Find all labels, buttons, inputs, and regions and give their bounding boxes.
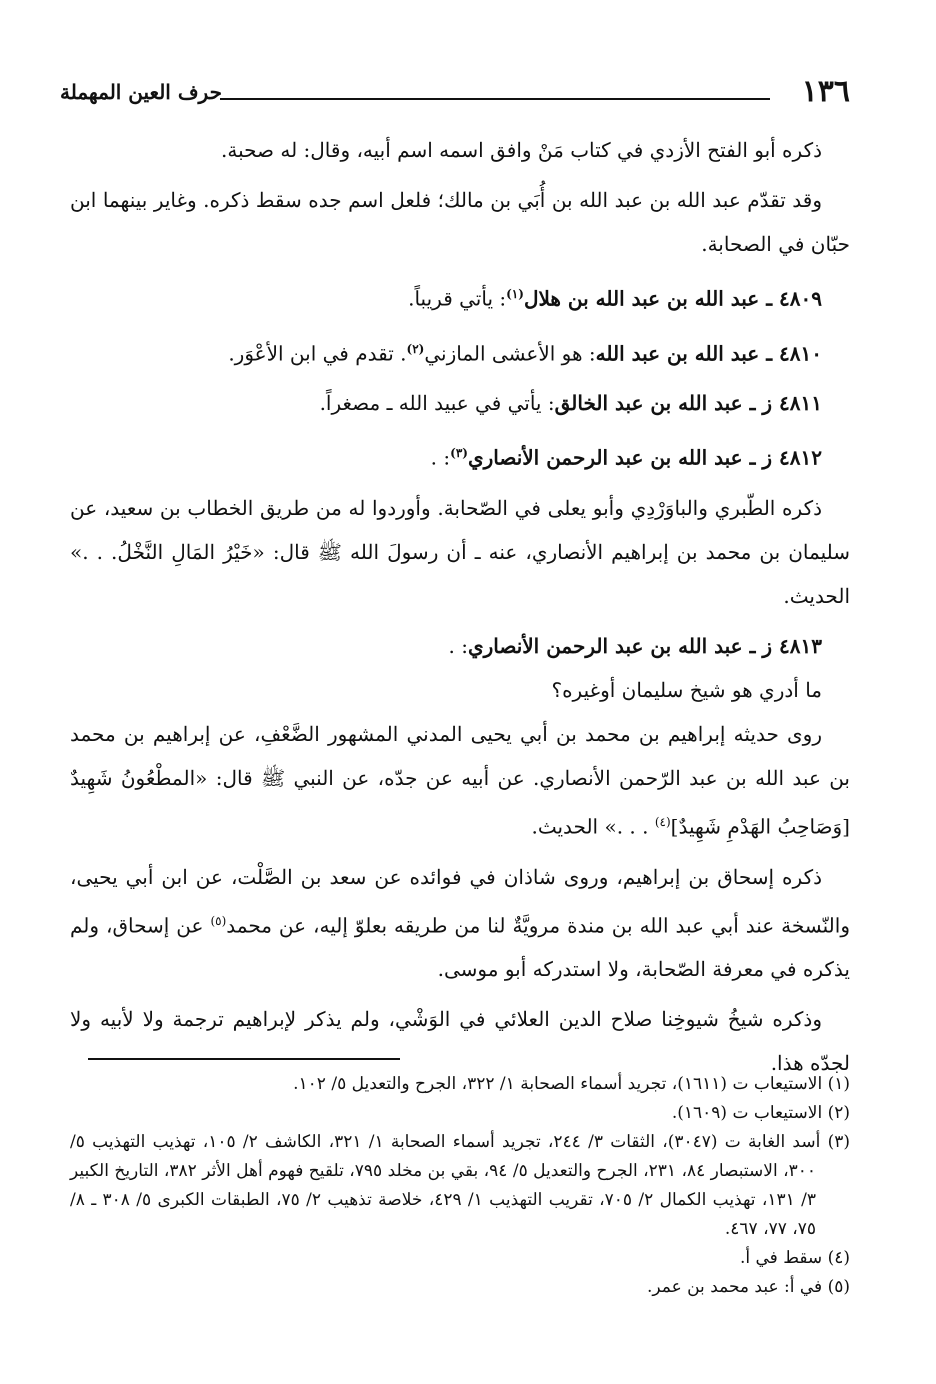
entry-4812 [70, 431, 850, 480]
entry-4809 [70, 272, 850, 321]
footnote-ref: (١) [506, 287, 524, 301]
main-text [70, 128, 850, 1091]
entry-number: ٤٨١٠ ـ [766, 341, 822, 366]
footnote-divider [88, 1058, 400, 1060]
footnote: (٤) سقط في أ. [739, 1248, 850, 1268]
footnote-ref: (٢) [406, 341, 425, 356]
footnotes [70, 1070, 850, 1302]
entry-name: عبد الله بن عبد الرحمن الأنصاري [467, 633, 743, 658]
paragraph-text: ذكره إسحاق بن إبراهيم، وروى شاذان في فوائده عن سعد بن الصَّلْت، عن ابن أبي يحيى، والنّسخة عند أبي عبد الله بن مندة مرويَّةٌ لنا من طريقه بعلوّ إليه، عن محمد [70, 864, 850, 938]
paragraph: ذكره الطّبري والباوَرْدِي وأبو يعلى في الصّحابة. وأوردوا له من طريق الخطاب بن سعيد، عن سليمان بن محمد بن إبراهيم الأنصاري، عنه ـ أن رسولَ الله ﷺ قال: «خَيْرُ المَالِ النَّخْلُ. . .» الحديث. [70, 495, 850, 608]
paragraph: ما أدري هو شيخ سليمان أوغيره؟ [551, 677, 822, 702]
chapter-title: حرف العين المهملة [60, 80, 222, 104]
paragraph: وقد تقدّم عبد الله بن عبد الله بن أُبَي بن مالك؛ فلعل اسم جده سقط ذكره. وغاير بينهما ابن حبّان في الصحابة. [70, 188, 850, 256]
paragraph-text: . . .» الحديث. [531, 814, 655, 839]
page-number: ١٣٦ [801, 74, 850, 109]
entry-text: : هو الأعشى المازني [424, 341, 596, 366]
entry-name: عبد الله بن عبد الرحمن الأنصاري [467, 445, 743, 470]
paragraph: وذكره شيخُ شيوخِنا صلاح الدين العلائي في الوَشْي، ولم يذكر لإبراهيم ترجمة ولا لأبيه ولا لجدّه هذا. [70, 1007, 850, 1076]
header-rule [220, 98, 770, 100]
entry-name: عبد الله بن عبد الخالق [554, 391, 743, 416]
entry-4810 [70, 327, 850, 376]
footnote-ref: (٥) [210, 913, 227, 928]
paragraph [70, 855, 850, 992]
footnote: (١) الاستيعاب ت (١٦١١)، تجريد أسماء الصحابة ١/ ٣٢٢، الجرح والتعديل ٥/ ١٠٢. [293, 1074, 850, 1094]
footnote: (٢) الاستيعاب ت (١٦٠٩). [671, 1103, 850, 1123]
entry-number: ٤٨١٢ ز ـ [749, 445, 822, 470]
entry-number: ٤٨١٣ ز ـ [749, 633, 822, 658]
entry-4813 [70, 624, 850, 668]
entry-text: : يأتي في عبيد الله ـ مصغراً. [319, 391, 555, 416]
entry-text: : . [430, 445, 451, 470]
paragraph-text: عن إسحاق، ولم يذكره في معرفة الصّحابة، ولا استدركه أبو موسى. [70, 913, 850, 982]
entry-number: ٤٨١١ ز ـ [749, 391, 822, 416]
footnote: (٥) في أ: عبد محمد بن عمر. [646, 1277, 850, 1297]
footnote-ref: (٣) [450, 446, 468, 461]
paragraph: ذكره أبو الفتح الأزدي في كتاب مَنْ وافق اسمه اسم أبيه، وقال: له صحبة. [220, 138, 822, 162]
entry-number: ٤٨٠٩ ـ [766, 286, 822, 311]
footnote: (٣) أسد الغابة ت (٣٠٤٧)، الثقات ٣/ ٢٤٤، تجريد أسماء الصحابة ١/ ٣٢١، الكاشف ٢/ ١٠٥، تهذيب التهذيب ٥/ ٣٠٠، الاستبصار ٨٤، ٢٣١، الجرح والتعديل ٥/ ٩٤، بقي بن مخلد ٧٩٥، تلقيح فهوم أهل الأثر ٣٨٢، التاريخ الكبير ٣/ ١٣١، تهذيب الكمال ٢/ ٧٠٥، تقريب التهذيب ١/ ٤٢٩، خلاصة تذهيب ٢/ ٧٥، الطبقات الكبرى ٥/ ٣٠٨ ـ ٨/ ٧٥، ٧٧، ٤٦٧. [70, 1132, 850, 1239]
entry-4811 [70, 381, 850, 425]
entry-text: . تقدم في ابن الأعْوَر. [228, 341, 407, 366]
entry-text: : . [448, 633, 468, 658]
entry-name: عبد الله بن عبد الله [595, 341, 760, 366]
page-header [60, 72, 850, 112]
footnote-ref: (٤) [654, 814, 671, 829]
paragraph [70, 712, 850, 849]
paragraph-text: روى حديثه إبراهيم بن محمد بن أبي يحيى المدني المشهور الضَّعْفِ، عن إبراهيم بن محمد بن عبد الله بن عبد الرّحمن الأنصاري. عن أبيه عن جدّه، عن النبي ﷺ قال: «المطْعُونُ شَهِيدٌ [وَصَاحِبُ الهَدْمِ شَهِيدٌ] [70, 721, 850, 839]
entry-name: عبد الله بن عبد الله بن هلال [523, 286, 760, 311]
entry-text: : يأتي قريباً. [408, 286, 507, 311]
